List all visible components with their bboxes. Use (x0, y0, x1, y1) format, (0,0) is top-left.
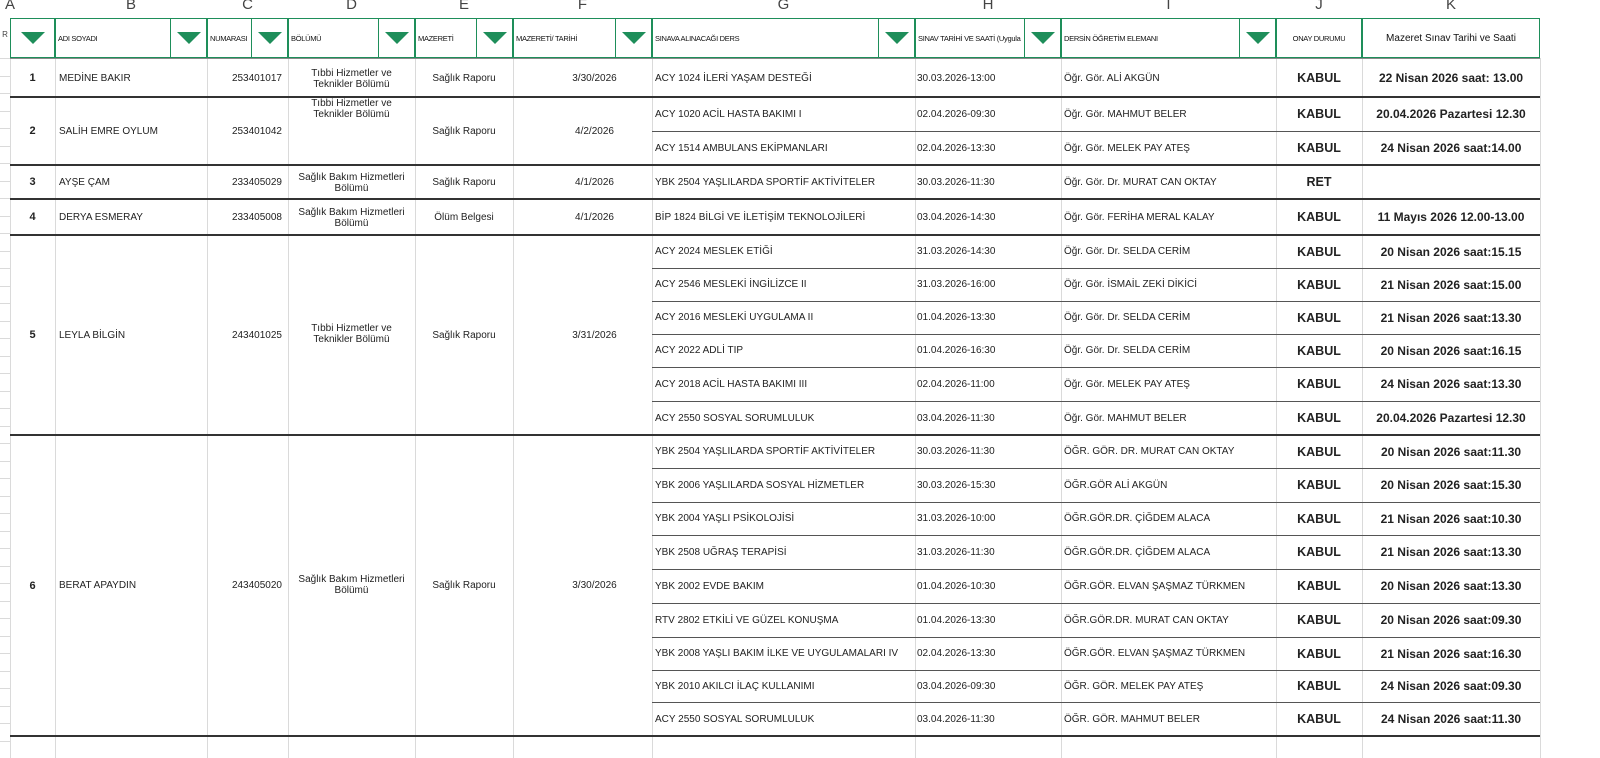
course-name[interactable]: ACY 1020 ACİL HASTA BAKIMI I (655, 108, 802, 120)
makeup-exam-datetime[interactable]: 20 Nisan 2026 saat:15.30 (1380, 478, 1522, 492)
exam-datetime[interactable]: 30.03.2026-11:30 (917, 446, 995, 457)
column-letter-c[interactable]: C (242, 0, 253, 13)
course-name[interactable]: ACY 2022 ADLİ TIP (655, 345, 744, 356)
header-ders-label: SINAVA ALINACAĞI DERS (655, 33, 740, 43)
column-letter-h[interactable]: H (982, 0, 994, 13)
student-excuse-date[interactable]: 3/30/2026 (572, 580, 617, 591)
exam-datetime[interactable]: 01.04.2026-13:30 (917, 614, 996, 626)
row-gutter-line (0, 426, 10, 427)
exam-datetime[interactable]: 30.03.2026-11:30 (917, 176, 995, 188)
makeup-exam-datetime[interactable]: 21 Nisan 2026 saat:15.00 (1380, 277, 1522, 292)
header-adi-soyadi (55, 18, 207, 58)
exam-datetime[interactable]: 03.04.2026-14:30 (917, 211, 996, 223)
makeup-exam-datetime[interactable]: 20 Nisan 2026 saat:15.15 (1380, 244, 1522, 259)
row-gutter-line (0, 461, 10, 462)
approval-status[interactable]: KABUL (1297, 377, 1341, 391)
approval-status[interactable]: KABUL (1297, 71, 1341, 85)
exam-datetime[interactable]: 03.04.2026-11:30 (917, 412, 995, 424)
row-gutter-line (0, 478, 10, 479)
exam-datetime[interactable]: 31.03.2026-14:30 (917, 246, 996, 257)
row-gutter-line (0, 373, 10, 374)
row-header-stub: R (2, 30, 8, 39)
course-name[interactable]: ACY 2018 ACİL HASTA BAKIMI III (655, 378, 808, 390)
makeup-exam-datetime[interactable]: 21 Nisan 2026 saat:10.30 (1380, 511, 1522, 526)
row-gutter-line (0, 408, 10, 409)
instructor-name[interactable]: ÖĞR. GÖR. MELEK PAY ATEŞ (1064, 680, 1204, 692)
filter-dropdown-icon (1246, 32, 1270, 44)
gridline-course (652, 535, 1540, 536)
exam-datetime[interactable]: 31.03.2026-11:30 (917, 546, 995, 558)
instructor-name[interactable]: Öğr. Gör. MELEK PAY ATEŞ (1064, 378, 1190, 390)
course-name[interactable]: YBK 2008 YAŞLI BAKIM İLKE VE UYGULAMALARI IV (655, 648, 899, 659)
gridline-course (652, 603, 1540, 604)
course-name[interactable]: ACY 1024 İLERİ YAŞAM DESTEĞİ (655, 72, 812, 84)
instructor-name[interactable]: Öğr. Gör. Dr. SELDA CERİM (1064, 312, 1191, 323)
row-gutter-line (0, 653, 10, 654)
student-department[interactable]: Sağlık Bakım Hizmetleri Bölümü (298, 171, 405, 194)
student-row-number[interactable]: 5 (29, 329, 36, 341)
course-name[interactable]: ACY 2024 MESLEK ETİĞİ (655, 246, 773, 257)
course-name[interactable]: YBK 2002 EVDE BAKIM (655, 580, 764, 592)
header-mazeret-tarihi (513, 18, 652, 58)
filter-button-bolum[interactable] (378, 19, 414, 57)
filter-button-mazeret-tarih[interactable] (615, 19, 651, 57)
row-gutter-line (0, 93, 10, 94)
student-department[interactable]: Sağlık Bakım Hizmetleri Bölümü (298, 573, 405, 596)
row-gutter-line (0, 513, 10, 514)
makeup-exam-datetime[interactable]: 20 Nisan 2026 saat:13.30 (1380, 579, 1522, 593)
makeup-exam-datetime[interactable]: 21 Nisan 2026 saat:13.30 (1380, 545, 1522, 559)
instructor-name[interactable]: Öğr. Gör. FERİHA MERAL KALAY (1064, 211, 1215, 223)
header-mazereti (415, 18, 513, 58)
student-name[interactable]: AYŞE ÇAM (59, 176, 110, 188)
column-letter-j[interactable]: J (1315, 0, 1323, 13)
row-gutter-line (0, 58, 10, 59)
student-excuse-date[interactable]: 4/2/2026 (575, 125, 614, 137)
student-excuse[interactable]: Sağlık Raporu (432, 329, 496, 341)
gridline-course (652, 367, 1540, 368)
approval-status[interactable]: KABUL (1297, 646, 1341, 661)
course-name[interactable]: ACY 2016 MESLEKİ UYGULAMA II (655, 312, 814, 323)
gridline-course (652, 569, 1540, 570)
student-name[interactable]: SALİH EMRE OYLUM (59, 125, 158, 137)
row-gutter-line (0, 601, 10, 602)
approval-status[interactable]: KABUL (1297, 210, 1341, 224)
exam-datetime[interactable]: 01.04.2026-13:30 (917, 312, 996, 323)
header-ders (652, 18, 915, 58)
student-row-number[interactable]: 6 (29, 579, 36, 592)
row-gutter-line (0, 741, 10, 742)
instructor-name[interactable]: Öğr. Gör. ALİ AKGÜN (1064, 72, 1160, 84)
makeup-exam-datetime[interactable]: 21 Nisan 2026 saat:13.30 (1380, 310, 1522, 325)
row-gutter-line (0, 76, 10, 77)
course-name[interactable]: ACY 2550 SOSYAL SORUMLULUK (655, 713, 815, 725)
row-gutter-line (0, 268, 10, 269)
header-onay-label: ONAY DURUMU (1292, 33, 1346, 43)
instructor-name[interactable]: ÖĞR.GÖR. ELVAN ŞAŞMAZ TÜRKMEN (1064, 648, 1246, 659)
instructor-name[interactable]: Öğr. Gör. Dr. MURAT CAN OKTAY (1064, 176, 1217, 188)
row-gutter-line (0, 251, 10, 252)
header-mazeret-sinav-label: Mazeret Sınav Tarihi ve Saati (1386, 32, 1516, 44)
course-name[interactable]: ACY 1514 AMBULANS EKİPMANLARI (655, 142, 828, 154)
row-gutter-line (0, 671, 10, 672)
approval-status[interactable]: KABUL (1297, 107, 1341, 121)
row-gutter-line (0, 216, 10, 217)
gridline-course (652, 637, 1540, 638)
header-numarasi (207, 18, 288, 58)
student-row-number[interactable]: 1 (29, 72, 36, 84)
student-department[interactable]: Tıbbi Hizmetler ve Teknikler Bölümü (311, 323, 392, 345)
header-numara-label: NUMARASI (210, 33, 248, 43)
makeup-exam-datetime[interactable]: 24 Nisan 2026 saat:09.30 (1380, 679, 1522, 693)
student-number[interactable]: 233405029 (231, 176, 282, 188)
filter-button-sinav-tarih[interactable] (1024, 19, 1060, 57)
exam-datetime[interactable]: 31.03.2026-10:00 (917, 513, 996, 524)
approval-status[interactable]: KABUL (1297, 478, 1341, 492)
exam-datetime[interactable]: 30.03.2026-13:00 (917, 72, 996, 84)
column-letter-e[interactable]: E (458, 0, 469, 13)
gridline-course (652, 702, 1540, 703)
student-excuse-date[interactable]: 3/31/2026 (572, 329, 617, 341)
makeup-exam-datetime[interactable]: 20.04.2026 Pazartesi 12.30 (1376, 107, 1526, 121)
student-excuse[interactable]: Ölüm Belgesi (434, 211, 494, 223)
course-name[interactable]: BİP 1824 BİLGİ VE İLETİŞİM TEKNOLOJİLERİ (655, 211, 866, 223)
header-sinav-tarih-label: SINAV TARİHİ VE SAATİ (Uygula (918, 33, 1021, 43)
gridline-course (652, 670, 1540, 671)
filter-dropdown-icon (622, 32, 646, 44)
student-excuse[interactable]: Sağlık Raporu (432, 580, 496, 591)
course-name[interactable]: YBK 2504 YAŞLILARDA SPORTİF AKTİVİTELER (655, 446, 876, 457)
filter-button-a[interactable] (11, 19, 54, 57)
course-name[interactable]: RTV 2802 ETKİLİ VE GÜZEL KONUŞMA (655, 614, 839, 626)
approval-status[interactable]: KABUL (1297, 411, 1341, 425)
instructor-name[interactable]: ÖĞR.GÖR.DR. MURAT CAN OKTAY (1064, 614, 1229, 626)
student-department[interactable]: Sağlık Bakım Hizmetleri Bölümü (298, 206, 405, 229)
student-excuse[interactable]: Sağlık Raporu (432, 125, 496, 137)
exam-datetime[interactable]: 02.04.2026-09:30 (917, 108, 996, 120)
student-number[interactable]: 233405008 (231, 211, 282, 223)
gridline-vertical (1540, 58, 1541, 758)
row-gutter-line (0, 496, 10, 497)
approval-status[interactable]: KABUL (1297, 679, 1341, 693)
makeup-exam-datetime[interactable]: 24 Nisan 2026 saat:14.00 (1380, 141, 1522, 155)
makeup-exam-datetime[interactable]: 24 Nisan 2026 saat:13.30 (1380, 377, 1522, 391)
filter-button-mazeret[interactable] (476, 19, 512, 57)
approval-status[interactable]: KABUL (1297, 244, 1341, 259)
header-ogretim-label: DERSİN ÖĞRETİM ELEMANI (1064, 33, 1158, 43)
header-bolum-label: BÖLÜMÜ (291, 33, 322, 43)
student-excuse[interactable]: Sağlık Raporu (432, 72, 496, 84)
row-gutter-line (0, 688, 10, 689)
student-row-number[interactable]: 2 (29, 125, 36, 137)
makeup-exam-datetime[interactable]: 20 Nisan 2026 saat:09.30 (1380, 613, 1522, 627)
filter-button-adi[interactable] (170, 19, 206, 57)
makeup-exam-datetime[interactable]: 24 Nisan 2026 saat:11.30 (1380, 712, 1522, 726)
header-adi-label: ADI SOYADI (58, 33, 98, 43)
student-block-separator (10, 735, 1540, 737)
row-gutter-line (0, 111, 10, 112)
filter-dropdown-icon (385, 32, 409, 44)
gridline-course (652, 131, 1540, 132)
instructor-name[interactable]: ÖĞR.GÖR. ELVAN ŞAŞMAZ TÜRKMEN (1064, 580, 1246, 592)
exam-datetime[interactable]: 02.04.2026-13:30 (917, 142, 996, 154)
column-letter-a[interactable]: A (4, 0, 15, 13)
makeup-exam-datetime[interactable]: 20.04.2026 Pazartesi 12.30 (1376, 411, 1526, 425)
course-name[interactable]: YBK 2010 AKILCI İLAÇ KULLANIMI (655, 680, 815, 692)
instructor-name[interactable]: ÖĞR.GÖR ALİ AKGÜN (1064, 479, 1168, 491)
row-gutter-line (0, 548, 10, 549)
row-gutter-line (0, 706, 10, 707)
approval-status[interactable]: RET (1306, 175, 1332, 189)
instructor-name[interactable]: Öğr. Gör. İSMAİL ZEKİ DİKİCİ (1064, 279, 1197, 290)
exam-datetime[interactable]: 02.04.2026-13:30 (917, 648, 996, 659)
instructor-name[interactable]: Öğr. Gör. Dr. SELDA CERİM (1064, 246, 1191, 257)
course-name[interactable]: YBK 2004 YAŞLI PSİKOLOJİSİ (655, 513, 795, 524)
instructor-name[interactable]: ÖĞR.GÖR.DR. ÇİĞDEM ALACA (1064, 546, 1211, 558)
filter-dropdown-icon (21, 32, 45, 44)
filter-dropdown-icon (885, 32, 909, 44)
row-gutter-line (0, 181, 10, 182)
gridline-course (652, 502, 1540, 503)
row-gutter-line (0, 163, 10, 164)
header-onay-durumu (1276, 18, 1362, 58)
course-name[interactable]: YBK 2006 YAŞLILARDA SOSYAL HİZMETLER (655, 479, 865, 491)
filter-dropdown-icon (1031, 32, 1055, 44)
exam-datetime[interactable]: 03.04.2026-11:30 (917, 713, 995, 725)
student-name[interactable]: BERAT APAYDIN (59, 580, 137, 591)
student-number[interactable]: 243405020 (231, 580, 282, 591)
row-gutter-line (0, 583, 10, 584)
header-ogretim-elemani (1061, 18, 1276, 58)
course-name[interactable]: ACY 2550 SOSYAL SORUMLULUK (655, 412, 815, 424)
approval-status[interactable]: KABUL (1297, 545, 1341, 559)
student-number[interactable]: 243401025 (231, 329, 282, 341)
row-gutter-line (0, 566, 10, 567)
instructor-name[interactable]: ÖĞR. GÖR. DR. MURAT CAN OKTAY (1064, 446, 1235, 457)
student-excuse[interactable]: Sağlık Raporu (432, 176, 496, 188)
header-mazeret-tarih-label: MAZERETİ/ TARİHİ (516, 33, 578, 43)
header-mazeret-label: MAZERETİ (418, 33, 454, 43)
row-gutter-line (0, 321, 10, 322)
row-gutter-line (0, 286, 10, 287)
row-gutter-line (0, 391, 10, 392)
exam-datetime[interactable]: 31.03.2026-16:00 (917, 279, 996, 290)
row-gutter-line (0, 338, 10, 339)
exam-datetime[interactable]: 03.04.2026-09:30 (917, 680, 996, 692)
makeup-exam-datetime[interactable]: 11 Mayıs 2026 12.00-13.00 (1377, 210, 1525, 224)
course-name[interactable]: ACY 2546 MESLEKİ İNGİLİZCE II (655, 279, 807, 290)
approval-status[interactable]: KABUL (1297, 613, 1341, 627)
gridline-course (652, 334, 1540, 335)
row-gutter-line (0, 618, 10, 619)
makeup-exam-datetime[interactable]: 20 Nisan 2026 saat:16.15 (1380, 343, 1522, 358)
student-excuse-date[interactable]: 4/1/2026 (575, 176, 614, 188)
column-letter-k[interactable]: K (1445, 0, 1456, 13)
instructor-name[interactable]: Öğr. Gör. MAHMUT BELER (1064, 412, 1187, 424)
approval-status[interactable]: KABUL (1297, 343, 1341, 358)
makeup-exam-datetime[interactable] (1363, 165, 1539, 199)
student-name[interactable]: LEYLA BİLGİN (59, 329, 126, 341)
filter-button-ders[interactable] (878, 19, 914, 57)
row-gutter-line (0, 128, 10, 129)
header-sinav-tarihi (915, 18, 1061, 58)
instructor-name[interactable]: ÖĞR. GÖR. MAHMUT BELER (1064, 713, 1200, 725)
makeup-exam-datetime[interactable]: 20 Nisan 2026 saat:11.30 (1380, 444, 1522, 459)
exam-datetime[interactable]: 01.04.2026-10:30 (917, 580, 996, 592)
column-letter-d[interactable]: D (346, 0, 357, 13)
student-department[interactable]: Tıbbi Hizmetler ve Teknikler Bölümü (311, 98, 392, 120)
row-gutter-line (0, 531, 10, 532)
filter-dropdown-icon (258, 32, 282, 44)
instructor-name[interactable]: Öğr. Gör. MAHMUT BELER (1064, 108, 1187, 120)
header-bottom-border (10, 58, 1540, 59)
row-gutter-line (0, 303, 10, 304)
approval-status[interactable]: KABUL (1297, 712, 1341, 726)
row-gutter-line (0, 146, 10, 147)
approval-status[interactable]: KABUL (1297, 511, 1341, 526)
approval-status[interactable]: KABUL (1297, 310, 1341, 325)
student-number[interactable]: 253401042 (231, 125, 282, 137)
approval-status[interactable]: KABUL (1297, 141, 1341, 155)
instructor-name[interactable]: ÖĞR.GÖR.DR. ÇİĞDEM ALACA (1064, 513, 1211, 524)
row-gutter-line (0, 233, 10, 234)
makeup-exam-datetime[interactable]: 22 Nisan 2026 saat: 13.00 (1378, 71, 1524, 85)
row-gutter-line (0, 723, 10, 724)
column-letter-f[interactable]: F (577, 0, 588, 13)
filter-button-numara[interactable] (251, 19, 287, 57)
student-name[interactable]: MEDİNE BAKIR (59, 72, 131, 84)
row-gutter-line (0, 198, 10, 199)
column-letter-i[interactable]: I (1166, 0, 1171, 13)
exam-datetime[interactable]: 02.04.2026-11:00 (917, 378, 995, 390)
filter-button-ogretim[interactable] (1239, 19, 1275, 57)
student-row-number[interactable]: 4 (29, 211, 36, 223)
makeup-exam-datetime[interactable]: 21 Nisan 2026 saat:16.30 (1380, 646, 1522, 661)
exam-datetime[interactable]: 01.04.2026-16:30 (917, 345, 996, 356)
student-excuse-date[interactable]: 3/30/2026 (572, 72, 617, 84)
course-name[interactable]: YBK 2504 YAŞLILARDA SPORTİF AKTİVİTELER (655, 176, 876, 188)
course-name[interactable]: YBK 2508 UĞRAŞ TERAPİSİ (655, 546, 787, 558)
instructor-name[interactable]: Öğr. Gör. MELEK PAY ATEŞ (1064, 142, 1190, 154)
student-excuse-date[interactable]: 4/1/2026 (575, 211, 614, 223)
filter-dropdown-icon (177, 32, 201, 44)
student-name[interactable]: DERYA ESMERAY (59, 211, 143, 223)
header-row-number (10, 18, 55, 58)
gridline-course (652, 401, 1540, 402)
student-number[interactable]: 253401017 (231, 72, 282, 84)
filter-dropdown-icon (483, 32, 507, 44)
header-bolumu (288, 18, 415, 58)
student-department[interactable]: Tıbbi Hizmetler ve Teknikler Bölümü (311, 67, 392, 90)
approval-status[interactable]: KABUL (1297, 277, 1341, 292)
column-letter-g[interactable]: G (777, 0, 790, 13)
gridline-course (652, 268, 1540, 269)
header-mazeret-sinav (1362, 18, 1540, 58)
row-gutter-line (0, 356, 10, 357)
exam-datetime[interactable]: 30.03.2026-15:30 (917, 479, 996, 491)
row-gutter-line (0, 443, 10, 444)
gridline-course (652, 301, 1540, 302)
approval-status[interactable]: KABUL (1297, 579, 1341, 593)
gridline-course (652, 468, 1540, 469)
row-gutter-line (0, 636, 10, 637)
column-letter-b[interactable]: B (125, 0, 136, 13)
instructor-name[interactable]: Öğr. Gör. Dr. SELDA CERİM (1064, 345, 1191, 356)
approval-status[interactable]: KABUL (1297, 444, 1341, 459)
student-row-number[interactable]: 3 (29, 176, 36, 188)
